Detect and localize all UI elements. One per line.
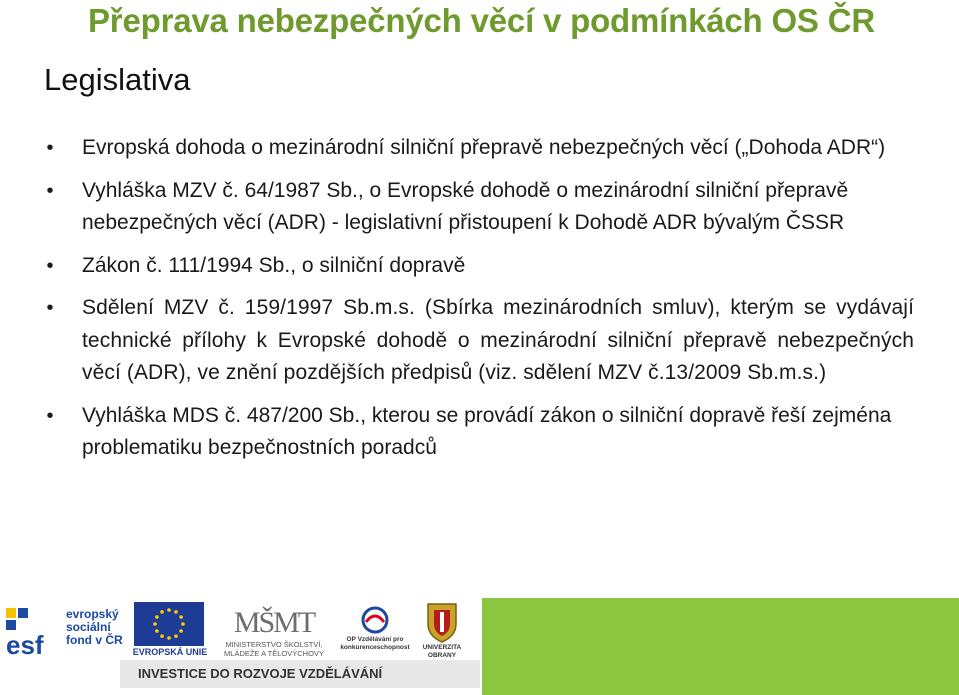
- list-item: [44, 250, 914, 283]
- eu-star-icon: [155, 615, 159, 619]
- eu-star-icon: [179, 629, 183, 633]
- eu-star-icon: [153, 622, 157, 626]
- esf-mark-text: esf: [6, 630, 44, 658]
- eu-star-icon: [174, 610, 178, 614]
- opvk-label: OP Vzdělávání pro konkurenceschopnost: [340, 636, 410, 651]
- eu-label: EVROPSKÁ UNIE: [132, 647, 208, 657]
- eu-flag-icon: [134, 602, 204, 646]
- list-item-text: Vyhláška MDS č. 487/200 Sb., kterou se provádí zákon o silniční dopravě řeší zejména problematiku bezpečnostních poradců: [82, 403, 892, 459]
- esf-label-line: sociální: [66, 620, 111, 634]
- invest-banner: INVESTICE DO ROZVOJE VZDĚLÁVÁNÍ: [120, 660, 480, 688]
- list-item-text: Zákon č. 111/1994 Sb., o silniční dopravě: [82, 253, 466, 277]
- esf-logo: [4, 604, 124, 658]
- eu-star-icon: [160, 634, 164, 638]
- eu-star-icon: [181, 622, 185, 626]
- uo-label: UNIVERZITA OBRANY: [422, 644, 462, 659]
- msmt-label: MINISTERSTVO ŠKOLSTVÍ, MLÁDEŽE A TĚLOVÝCHOVY: [224, 640, 324, 658]
- list-item: [44, 132, 914, 165]
- slide-subtitle: Legislativa: [44, 62, 191, 97]
- list-item: [44, 292, 914, 390]
- msmt-logo: [218, 600, 330, 660]
- esf-label-line: fond v ČR: [66, 633, 123, 647]
- esf-label-line: evropský: [66, 607, 119, 621]
- eu-star-icon: [160, 610, 164, 614]
- eu-star-icon: [167, 608, 171, 612]
- bullet-list: [44, 132, 914, 465]
- eu-star-icon: [174, 634, 178, 638]
- msmt-mark-text: MŠMT: [233, 606, 315, 639]
- eu-logo: [128, 602, 212, 660]
- msmt-mark-icon: [218, 600, 330, 640]
- eu-star-icon: [155, 629, 159, 633]
- esf-mark-icon: [4, 604, 62, 658]
- opvk-logo: [336, 606, 414, 658]
- bullet-icon: •: [46, 179, 54, 202]
- list-item: [44, 175, 914, 240]
- uo-logo: [418, 600, 466, 660]
- eu-star-icon: [167, 636, 171, 640]
- university-crest-icon: [418, 600, 466, 644]
- list-item: [44, 400, 914, 465]
- bullet-icon: •: [46, 254, 54, 277]
- bullet-icon: •: [46, 137, 54, 159]
- list-item-text: Vyhláška MZV č. 64/1987 Sb., o Evropské dohodě o mezinárodní silniční přepravě nebezpečných věcí (ADR) - legislativní přistoupení k Dohodě ADR bývalým ČSSR: [82, 178, 849, 234]
- esf-label: [66, 608, 123, 647]
- bullet-icon: •: [46, 297, 54, 319]
- logo-footer: [0, 598, 959, 695]
- opvk-mark-icon: [336, 606, 414, 636]
- bullet-icon: •: [46, 404, 54, 427]
- eu-star-icon: [179, 615, 183, 619]
- list-item-text: Sdělení MZV č. 159/1997 Sb.m.s. (Sbírka mezinárodních smluv), kterým se vydávají technické přílohy k Evropské dohodě o mezinárodní silniční přepravě nebezpečných věcí (ADR), ve znění pozdějších předpisů (viz. sdělení MZV č.13/2009 Sb.m.s.): [82, 296, 914, 384]
- slide-title: Přeprava nebezpečných věcí v podmínkách OS ČR: [88, 2, 875, 39]
- footer-green-band: [482, 598, 959, 695]
- list-item-text: Evropská dohoda o mezinárodní silniční přepravě nebezpečných věcí („Dohoda ADR“): [82, 136, 886, 159]
